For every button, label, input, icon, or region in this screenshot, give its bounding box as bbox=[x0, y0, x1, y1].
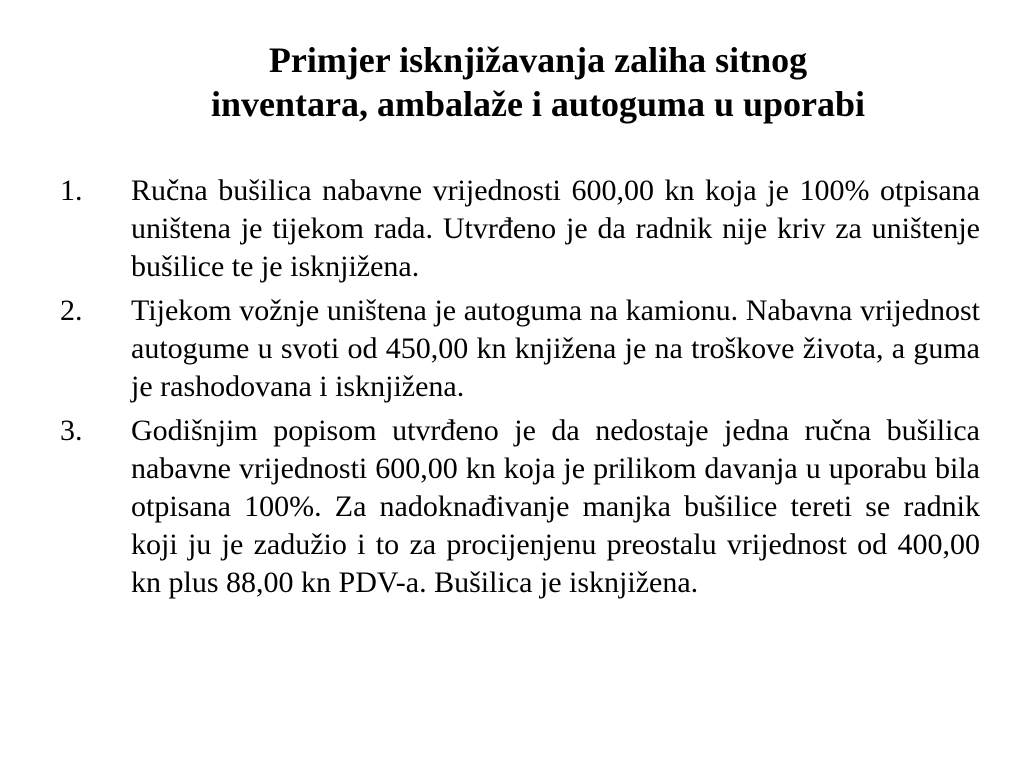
slide-title-line-1: Primjer isknjižavanja zaliha sitnog bbox=[268, 40, 808, 80]
list-item bbox=[60, 292, 980, 406]
list-item-text: Tijekom vožnje uništena je autoguma na kamionu. Nabavna vrijednost autogume u svoti od 450,00 kn knjižena je na troškove života, a guma je rashodovana i isknjižena. bbox=[131, 294, 980, 403]
list-item-number: 3. bbox=[60, 414, 83, 447]
slide-title bbox=[90, 38, 986, 126]
list-item-text: Ručna bušilica nabavne vrijednosti 600,00 kn koja je 100% otpisana uništena je tijekom rada. Utvrđeno je da radnik nije kriv za uništenje bušilice te je isknjižena. bbox=[131, 174, 980, 283]
list-item bbox=[60, 172, 980, 286]
slide-title-line-2: inventara, ambalaže i autoguma u uporabi bbox=[210, 84, 866, 124]
list-item-text: Godišnjim popisom utvrđeno je da nedostaje jedna ručna bušilica nabavne vrijednosti 600,00 kn koja je prilikom davanja u uporabu bila otpisana 100%. Za nadoknađivanje manjka bušilice tereti se radnik koji ju je zadužio i to za procijenjenu preostalu vrijednost od 400,00 kn plus 88,00 kn PDV-a. Bušilica je isknjižena. bbox=[131, 414, 980, 599]
list-item-number: 1. bbox=[60, 174, 83, 207]
numbered-list bbox=[60, 172, 980, 608]
list-item bbox=[60, 412, 980, 602]
list-item-number: 2. bbox=[60, 294, 83, 327]
